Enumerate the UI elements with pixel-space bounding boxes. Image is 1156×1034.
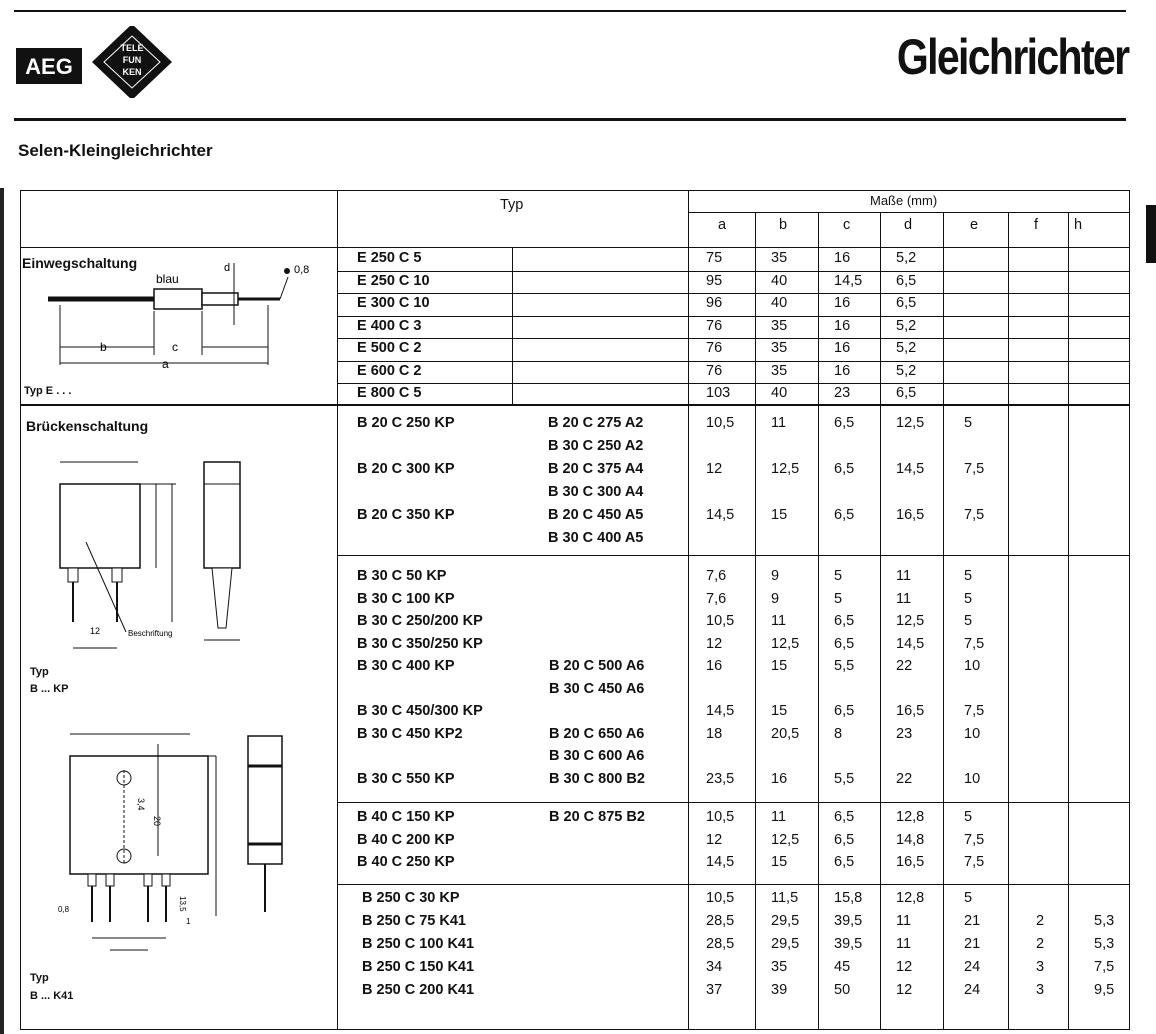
type-label-k41-2: B ... K41 (30, 990, 74, 1002)
top-rule (14, 10, 1126, 12)
cell-d: 16,5 (896, 507, 925, 523)
cell-a: 10,5 (706, 613, 735, 629)
svg-text:a: a (162, 357, 169, 371)
cell-a: 23,5 (706, 770, 735, 787)
alt-type-cell: B 20 C 650 A6 (549, 725, 645, 742)
alt-type-cell: B 20 C 375 A4 (548, 461, 644, 477)
einweg-diagram (40, 255, 330, 380)
type-cell: B 250 C 100 K41 (362, 936, 475, 952)
cell-c: 16 (834, 340, 851, 356)
svg-text:d: d (224, 262, 231, 274)
svg-text:TELE: TELE (120, 43, 144, 53)
alt-type-cell: B 20 C 875 B2 (549, 809, 645, 825)
col-line-d (880, 212, 881, 1030)
header-bottom-line (20, 247, 1130, 248)
cell-c: 6,5 (834, 461, 855, 477)
cell-d: 11 (896, 913, 912, 929)
masse-header: Maße (mm) (870, 193, 938, 208)
cell-a: 10,5 (706, 890, 735, 906)
bruecke-title: Brückenschaltung (26, 418, 149, 434)
type-cell: B 40 C 200 KP (357, 831, 455, 848)
col-line-c (818, 212, 819, 1030)
cell-d: 12,8 (896, 890, 925, 906)
svg-text:13,5: 13,5 (178, 896, 187, 912)
cell-e: 5 (964, 590, 973, 607)
column-header-c: c (843, 217, 851, 233)
cell-f: 2 (1036, 936, 1045, 952)
cell-d: 5,2 (896, 250, 917, 266)
cell-d: 12,5 (896, 613, 925, 629)
cell-f: 3 (1036, 982, 1045, 998)
cell-e: 10 (964, 770, 981, 787)
svg-text:Beschriftung: Beschriftung (128, 629, 173, 638)
svg-text:FUN: FUN (122, 55, 142, 65)
type-cell: E 600 C 2 (357, 362, 422, 379)
cell-b: 12,5 (771, 831, 800, 848)
cell-b: 15 (771, 507, 788, 523)
cell-c: 5 (834, 568, 843, 584)
cell-a: 28,5 (706, 936, 735, 952)
cell-e: 5 (964, 613, 973, 629)
cell-b: 35 (771, 250, 788, 266)
cell-c: 6,5 (834, 831, 855, 848)
cell-e: 10 (964, 658, 981, 674)
cell-b: 11 (771, 613, 787, 629)
cell-d: 22 (896, 770, 913, 787)
cell-a: 10,5 (706, 415, 735, 431)
cell-d: 12 (896, 982, 913, 998)
type-cell: B 250 C 150 K41 (362, 959, 475, 975)
svg-text:c: c (172, 340, 178, 354)
cell-e: 7,5 (964, 703, 985, 719)
cell-a: 14,5 (706, 854, 735, 870)
column-header-e: e (970, 217, 979, 233)
cell-b: 16 (771, 770, 788, 787)
cell-d: 11 (896, 590, 912, 607)
cell-f: 3 (1036, 959, 1045, 975)
cell-c: 6,5 (834, 703, 855, 719)
scan-edge (0, 188, 4, 1034)
cell-e: 5 (964, 809, 973, 825)
alt-type-cell: B 20 C 275 A2 (548, 415, 644, 431)
cell-c: 16 (834, 250, 851, 266)
svg-text:1: 1 (186, 917, 191, 926)
cell-d: 6,5 (896, 272, 917, 289)
cell-e: 7,5 (964, 854, 985, 870)
cell-a: 37 (706, 982, 723, 998)
alt-type-cell: B 30 C 600 A6 (549, 748, 645, 764)
cell-b: 29,5 (771, 936, 800, 952)
cell-b: 9 (771, 590, 780, 607)
cell-b: 15 (771, 658, 788, 674)
cell-b: 40 (771, 385, 788, 401)
cell-c: 6,5 (834, 854, 855, 870)
svg-text:b: b (100, 340, 107, 354)
svg-text:AEG: AEG (25, 54, 73, 79)
cell-c: 5,5 (834, 658, 855, 674)
page-title: Gleichrichter (896, 29, 1128, 85)
col-line-f (1008, 212, 1009, 1030)
cell-a: 14,5 (706, 507, 735, 523)
col-line-b (755, 212, 756, 1030)
svg-text:20: 20 (152, 816, 162, 827)
cell-a: 12 (706, 461, 723, 477)
cell-c: 23 (834, 385, 851, 401)
type-cell: B 40 C 150 KP (357, 809, 455, 825)
cell-e: 7,5 (964, 635, 985, 652)
cell-c: 6,5 (834, 635, 855, 652)
cell-d: 11 (896, 936, 912, 952)
type-label-kp-1: Typ (30, 666, 49, 678)
type-cell: B 30 C 100 KP (357, 590, 455, 607)
cell-d: 12,8 (896, 809, 925, 825)
type-cell: B 30 C 250/200 KP (357, 613, 483, 629)
cell-d: 14,5 (896, 635, 925, 652)
cell-e: 5 (964, 568, 973, 584)
cell-a: 76 (706, 317, 723, 334)
cell-b: 15 (771, 854, 788, 870)
cell-b: 29,5 (771, 913, 800, 929)
column-header-f: f (1034, 217, 1039, 233)
cell-c: 15,8 (834, 890, 863, 906)
group-separator-2 (337, 802, 1130, 803)
cell-b: 35 (771, 340, 788, 356)
cell-b: 35 (771, 317, 788, 334)
cell-b: 11 (771, 415, 787, 431)
cell-b: 40 (771, 295, 788, 311)
cell-c: 6,5 (834, 613, 855, 629)
cell-c: 16 (834, 317, 851, 334)
cell-e: 7,5 (964, 507, 985, 523)
cell-d: 14,8 (896, 831, 925, 848)
alt-type-cell: B 30 C 450 A6 (549, 680, 645, 697)
type-cell: B 20 C 300 KP (357, 461, 455, 477)
cell-d: 16,5 (896, 703, 925, 719)
svg-text:blau: blau (156, 272, 179, 286)
cell-h: 9,5 (1094, 982, 1115, 998)
cell-d: 6,5 (896, 295, 917, 311)
cell-e: 21 (964, 913, 981, 929)
type-cell: B 30 C 450 KP2 (357, 725, 463, 742)
header-rule (14, 118, 1126, 121)
cell-e: 7,5 (964, 831, 985, 848)
cell-b: 11,5 (771, 890, 799, 906)
cell-a: 76 (706, 362, 723, 379)
type-cell: B 30 C 450/300 KP (357, 703, 483, 719)
cell-a: 76 (706, 340, 723, 356)
cell-a: 12 (706, 831, 723, 848)
type-cell: E 800 C 5 (357, 385, 422, 401)
type-cell: E 400 C 3 (357, 317, 422, 334)
cell-c: 8 (834, 725, 843, 742)
cell-b: 15 (771, 703, 788, 719)
cell-a: 14,5 (706, 703, 735, 719)
group-separator-1 (337, 555, 1130, 556)
svg-text:3,4: 3,4 (136, 798, 146, 811)
cell-a: 75 (706, 250, 723, 266)
cell-b: 20,5 (771, 725, 800, 742)
cell-a: 10,5 (706, 809, 735, 825)
cell-e: 24 (964, 959, 981, 975)
cell-d: 23 (896, 725, 913, 742)
cell-e: 7,5 (964, 461, 985, 477)
cell-c: 45 (834, 959, 851, 975)
alt-type-cell: B 30 C 800 B2 (549, 770, 645, 787)
cell-d: 6,5 (896, 385, 917, 401)
column-header-d: d (904, 217, 913, 233)
typ-header: Typ (500, 197, 524, 213)
type-cell: B 250 C 75 K41 (362, 913, 466, 929)
cell-c: 6,5 (834, 507, 855, 523)
cell-f: 2 (1036, 913, 1045, 929)
cell-d: 12 (896, 959, 913, 975)
einweg-title: Einwegschaltung (22, 255, 138, 271)
cell-c: 14,5 (834, 272, 863, 289)
svg-text:0,8: 0,8 (294, 264, 310, 276)
cell-c: 5,5 (834, 770, 855, 787)
type-cell: B 20 C 350 KP (357, 507, 455, 523)
cell-d: 22 (896, 658, 913, 674)
kp-package-diagram (46, 452, 316, 658)
cell-c: 5 (834, 590, 843, 607)
cell-e: 24 (964, 982, 981, 998)
row-rule (337, 361, 1130, 362)
type-cell: B 250 C 30 KP (362, 890, 460, 906)
row-rule (337, 271, 1130, 272)
cell-c: 16 (834, 295, 851, 311)
cell-b: 9 (771, 568, 780, 584)
cell-b: 11 (771, 809, 787, 825)
alt-type-cell: B 30 C 250 A2 (548, 438, 644, 454)
aeg-telefunken-logo (16, 26, 176, 98)
cell-d: 14,5 (896, 461, 925, 477)
cell-e: 10 (964, 725, 981, 742)
type-cell: B 30 C 50 KP (357, 568, 447, 584)
cell-d: 11 (896, 568, 912, 584)
cell-b: 35 (771, 362, 788, 379)
column-header-a: a (718, 217, 727, 233)
cell-b: 12,5 (771, 461, 800, 477)
cell-c: 6,5 (834, 809, 855, 825)
cell-h: 5,3 (1094, 913, 1115, 929)
col-line-h (1068, 212, 1069, 1030)
col-line-e (943, 212, 944, 1030)
margin-tab-mark (1146, 205, 1156, 263)
type-cell: B 30 C 400 KP (357, 658, 455, 674)
cell-a: 34 (706, 959, 723, 975)
cell-h: 5,3 (1094, 936, 1115, 952)
row-rule (337, 383, 1130, 384)
cell-b: 39 (771, 982, 788, 998)
cell-c: 6,5 (834, 415, 855, 431)
alt-type-cell: B 30 C 400 A5 (548, 530, 644, 546)
cell-a: 96 (706, 295, 723, 311)
group-separator-3 (337, 884, 1130, 885)
cell-b: 40 (771, 272, 788, 289)
cell-a: 16 (706, 658, 723, 674)
type-cell: B 40 C 250 KP (357, 854, 455, 870)
cell-d: 12,5 (896, 415, 925, 431)
k41-package-diagram (58, 726, 308, 956)
type-cell: E 250 C 5 (357, 250, 422, 266)
cell-c: 39,5 (834, 913, 863, 929)
row-rule (337, 316, 1130, 317)
svg-text:KEN: KEN (122, 67, 142, 77)
section-subtitle: Selen-Kleingleichrichter (18, 141, 213, 160)
einweg-type-label: Typ E . . . (24, 385, 72, 397)
cell-e: 21 (964, 936, 981, 952)
type-cell: B 30 C 350/250 KP (357, 635, 483, 652)
alt-type-cell: B 20 C 500 A6 (549, 658, 645, 674)
cell-c: 50 (834, 982, 851, 998)
cell-d: 16,5 (896, 854, 925, 870)
cell-d: 5,2 (896, 340, 917, 356)
type-cell: B 30 C 550 KP (357, 770, 455, 787)
cell-e: 5 (964, 890, 973, 906)
alt-type-cell: B 30 C 300 A4 (548, 484, 644, 500)
type-cell: B 250 C 200 K41 (362, 982, 475, 998)
cell-b: 35 (771, 959, 788, 975)
row-rule (337, 293, 1130, 294)
cell-a: 95 (706, 272, 723, 289)
cell-d: 5,2 (896, 362, 917, 379)
cell-e: 5 (964, 415, 973, 431)
cell-a: 28,5 (706, 913, 735, 929)
type-cell: E 250 C 10 (357, 272, 430, 289)
type-cell: B 20 C 250 KP (357, 415, 455, 431)
section-separator (20, 404, 1130, 406)
cell-b: 12,5 (771, 635, 800, 652)
cell-a: 7,6 (706, 568, 727, 584)
cell-a: 12 (706, 635, 723, 652)
cell-d: 5,2 (896, 317, 917, 334)
row-rule (337, 338, 1130, 339)
alt-type-cell: B 20 C 450 A5 (548, 507, 644, 523)
cell-c: 16 (834, 362, 851, 379)
cell-c: 39,5 (834, 936, 863, 952)
cell-a: 18 (706, 725, 723, 742)
cell-a: 103 (706, 385, 731, 401)
svg-text:12: 12 (90, 626, 101, 636)
type-cell: E 500 C 2 (357, 340, 422, 356)
svg-text:0,8: 0,8 (58, 905, 70, 914)
cell-a: 7,6 (706, 590, 727, 607)
type-label-k41-1: Typ (30, 972, 49, 984)
column-header-h: h (1074, 217, 1083, 233)
type-label-kp-2: B ... KP (30, 683, 69, 695)
type-cell: E 300 C 10 (357, 295, 430, 311)
cell-h: 7,5 (1094, 959, 1115, 975)
column-header-b: b (779, 217, 788, 233)
